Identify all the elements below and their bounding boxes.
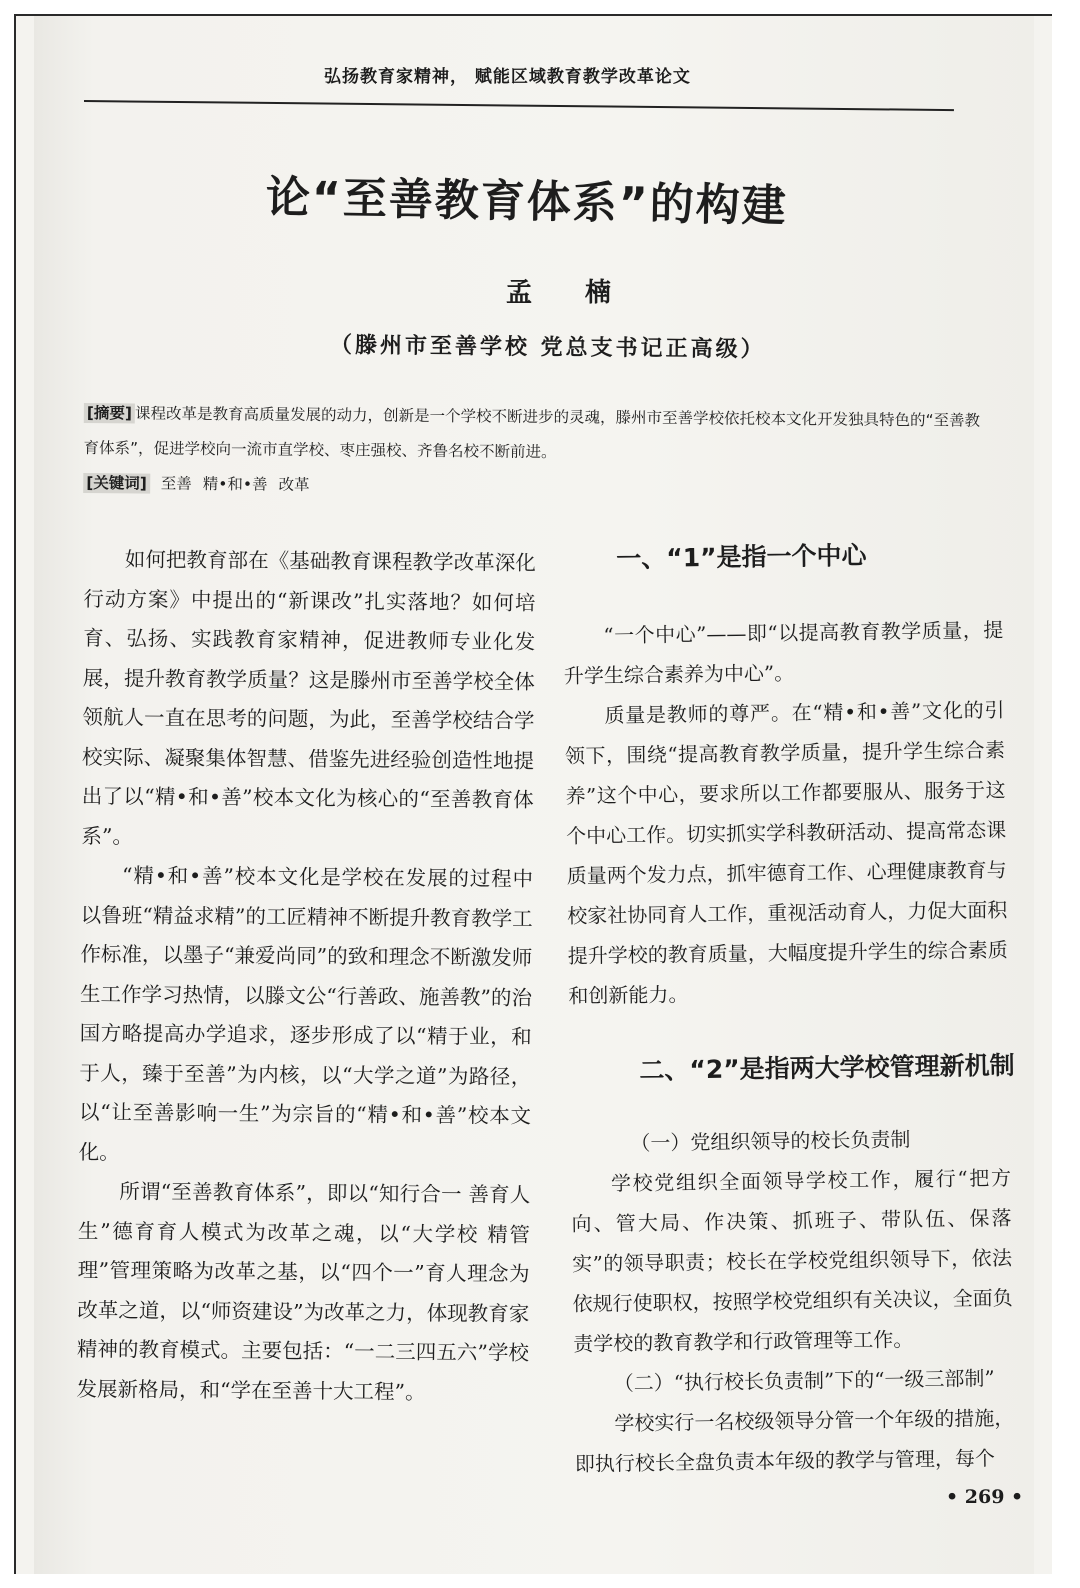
body-paragraph: “精•和•善”校本文化是学校在发展的过程中以鲁班“精益求精”的工匠精神不断提升教育教学工作标准，以墨子“兼爱尚同”的致和理念不断激发师生工作学习热情，以滕文公“行善政、施善教”的治国方略提高办学追求，逐步形成了以“精于业，和于人，臻于至善”为内核，以“大学之道”为路径，以“让至善影响一生”为宗旨的“精•和•善”校本文化。 bbox=[78, 863, 534, 1164]
journal-page bbox=[34, 16, 1034, 1574]
abstract-block bbox=[83, 396, 984, 509]
abstract bbox=[83, 396, 984, 474]
article-title: 论“至善教育体系”的构建 bbox=[265, 172, 789, 233]
header-rule bbox=[84, 100, 954, 111]
body-paragraph: “一个中心”——即“以提高教育教学质量，提升学生综合素养为中心”。 bbox=[563, 617, 1004, 688]
scan-frame bbox=[14, 14, 1052, 1574]
section-heading-2: 二、“2”是指两大学校管理新机制 bbox=[639, 1050, 1015, 1085]
author-affiliation: （滕州市至善学校 党总支书记正高级） bbox=[329, 332, 766, 363]
keywords-label: [关键词] bbox=[83, 473, 150, 494]
body-paragraph: 所谓“至善教育体系”，即以“知行合一 善育人生”德育育人模式为改革之魂，以“大学校 精管理”管理策略为改革之基，以“四个一”育人理念为改革之道，以“师资建设”为改革之力，体现教育家精神的教育模式。主要包括：“一二三四五六”学校发展新格局，和“学在至善十大工程”。 bbox=[76, 1179, 531, 1404]
author-name: 孟 楠 bbox=[506, 278, 634, 308]
abstract-text: 课程改革是教育高质量发展的动力，创新是一个学校不断进步的灵魂，滕州市至善学校依托校本文化开发独具特色的“至善教育体系”，促进学校向一流市直学校、枣庄强校、齐鲁名校不断前进。 bbox=[83, 404, 981, 462]
page-number: • 269 • bbox=[946, 1486, 1024, 1508]
body-paragraph: 质量是教师的尊严。在“精•和•善”文化的引领下，围绕“提高教育教学质量，提升学生综合素养”这个中心，要求所以工作都要服从、服务于这个中心工作。切实抓实学科教研活动、提高常态课质量两个发力点，抓牢德育工作、心理健康教育与校家社协同育人工作，重视活动育人，力促大面积提升学校的教育质量，大幅度提升学生的综合素质和创新能力。 bbox=[564, 697, 1008, 1008]
subsection-heading-2: （二）“执行校长负责制”下的“一级三部制” bbox=[613, 1366, 995, 1396]
running-header: 弘扬教育家精神， 赋能区域教育教学改革论文 bbox=[324, 67, 691, 87]
body-paragraph: 学校实行一名校级领导分管一个年级的措施，即执行校长全盘负责本年级的教学与管理，每个 bbox=[574, 1405, 1015, 1476]
subsection-heading-1: （一）党组织领导的校长负责制 bbox=[630, 1127, 911, 1156]
body-paragraph: 学校党组织全面领导学校工作，履行“把方向、管大局、作决策、抓班子、带队伍、保落实”的领导职责；校长在学校党组织领导下，依法依规行使职权，按照学校党组织有关决议，全面负责学校的教育教学和行政管理等工作。 bbox=[571, 1165, 1013, 1356]
section-heading-1: 一、“1”是指一个中心 bbox=[616, 540, 867, 574]
body-paragraph: 如何把教育部在《基础教育课程教学改革深化行动方案》中提出的“新课改”扎实落地？如何培育、弘扬、实践教育家精神，促进教师专业化发展，提升教育教学质量？这是滕州市至善学校全体领航人一直在思考的问题，为此，至善学校结合学校实际、凝聚集体智慧、借鉴先进经验创造性地提出了以“精•和•善”校本文化为核心的“至善教育体系”。 bbox=[81, 547, 536, 848]
left-column bbox=[76, 540, 536, 1413]
abstract-label: [摘要] bbox=[84, 403, 135, 423]
keywords-text: 至善 精•和•善 改革 bbox=[160, 474, 310, 494]
right-column bbox=[562, 532, 1015, 1484]
keywords bbox=[83, 466, 983, 509]
